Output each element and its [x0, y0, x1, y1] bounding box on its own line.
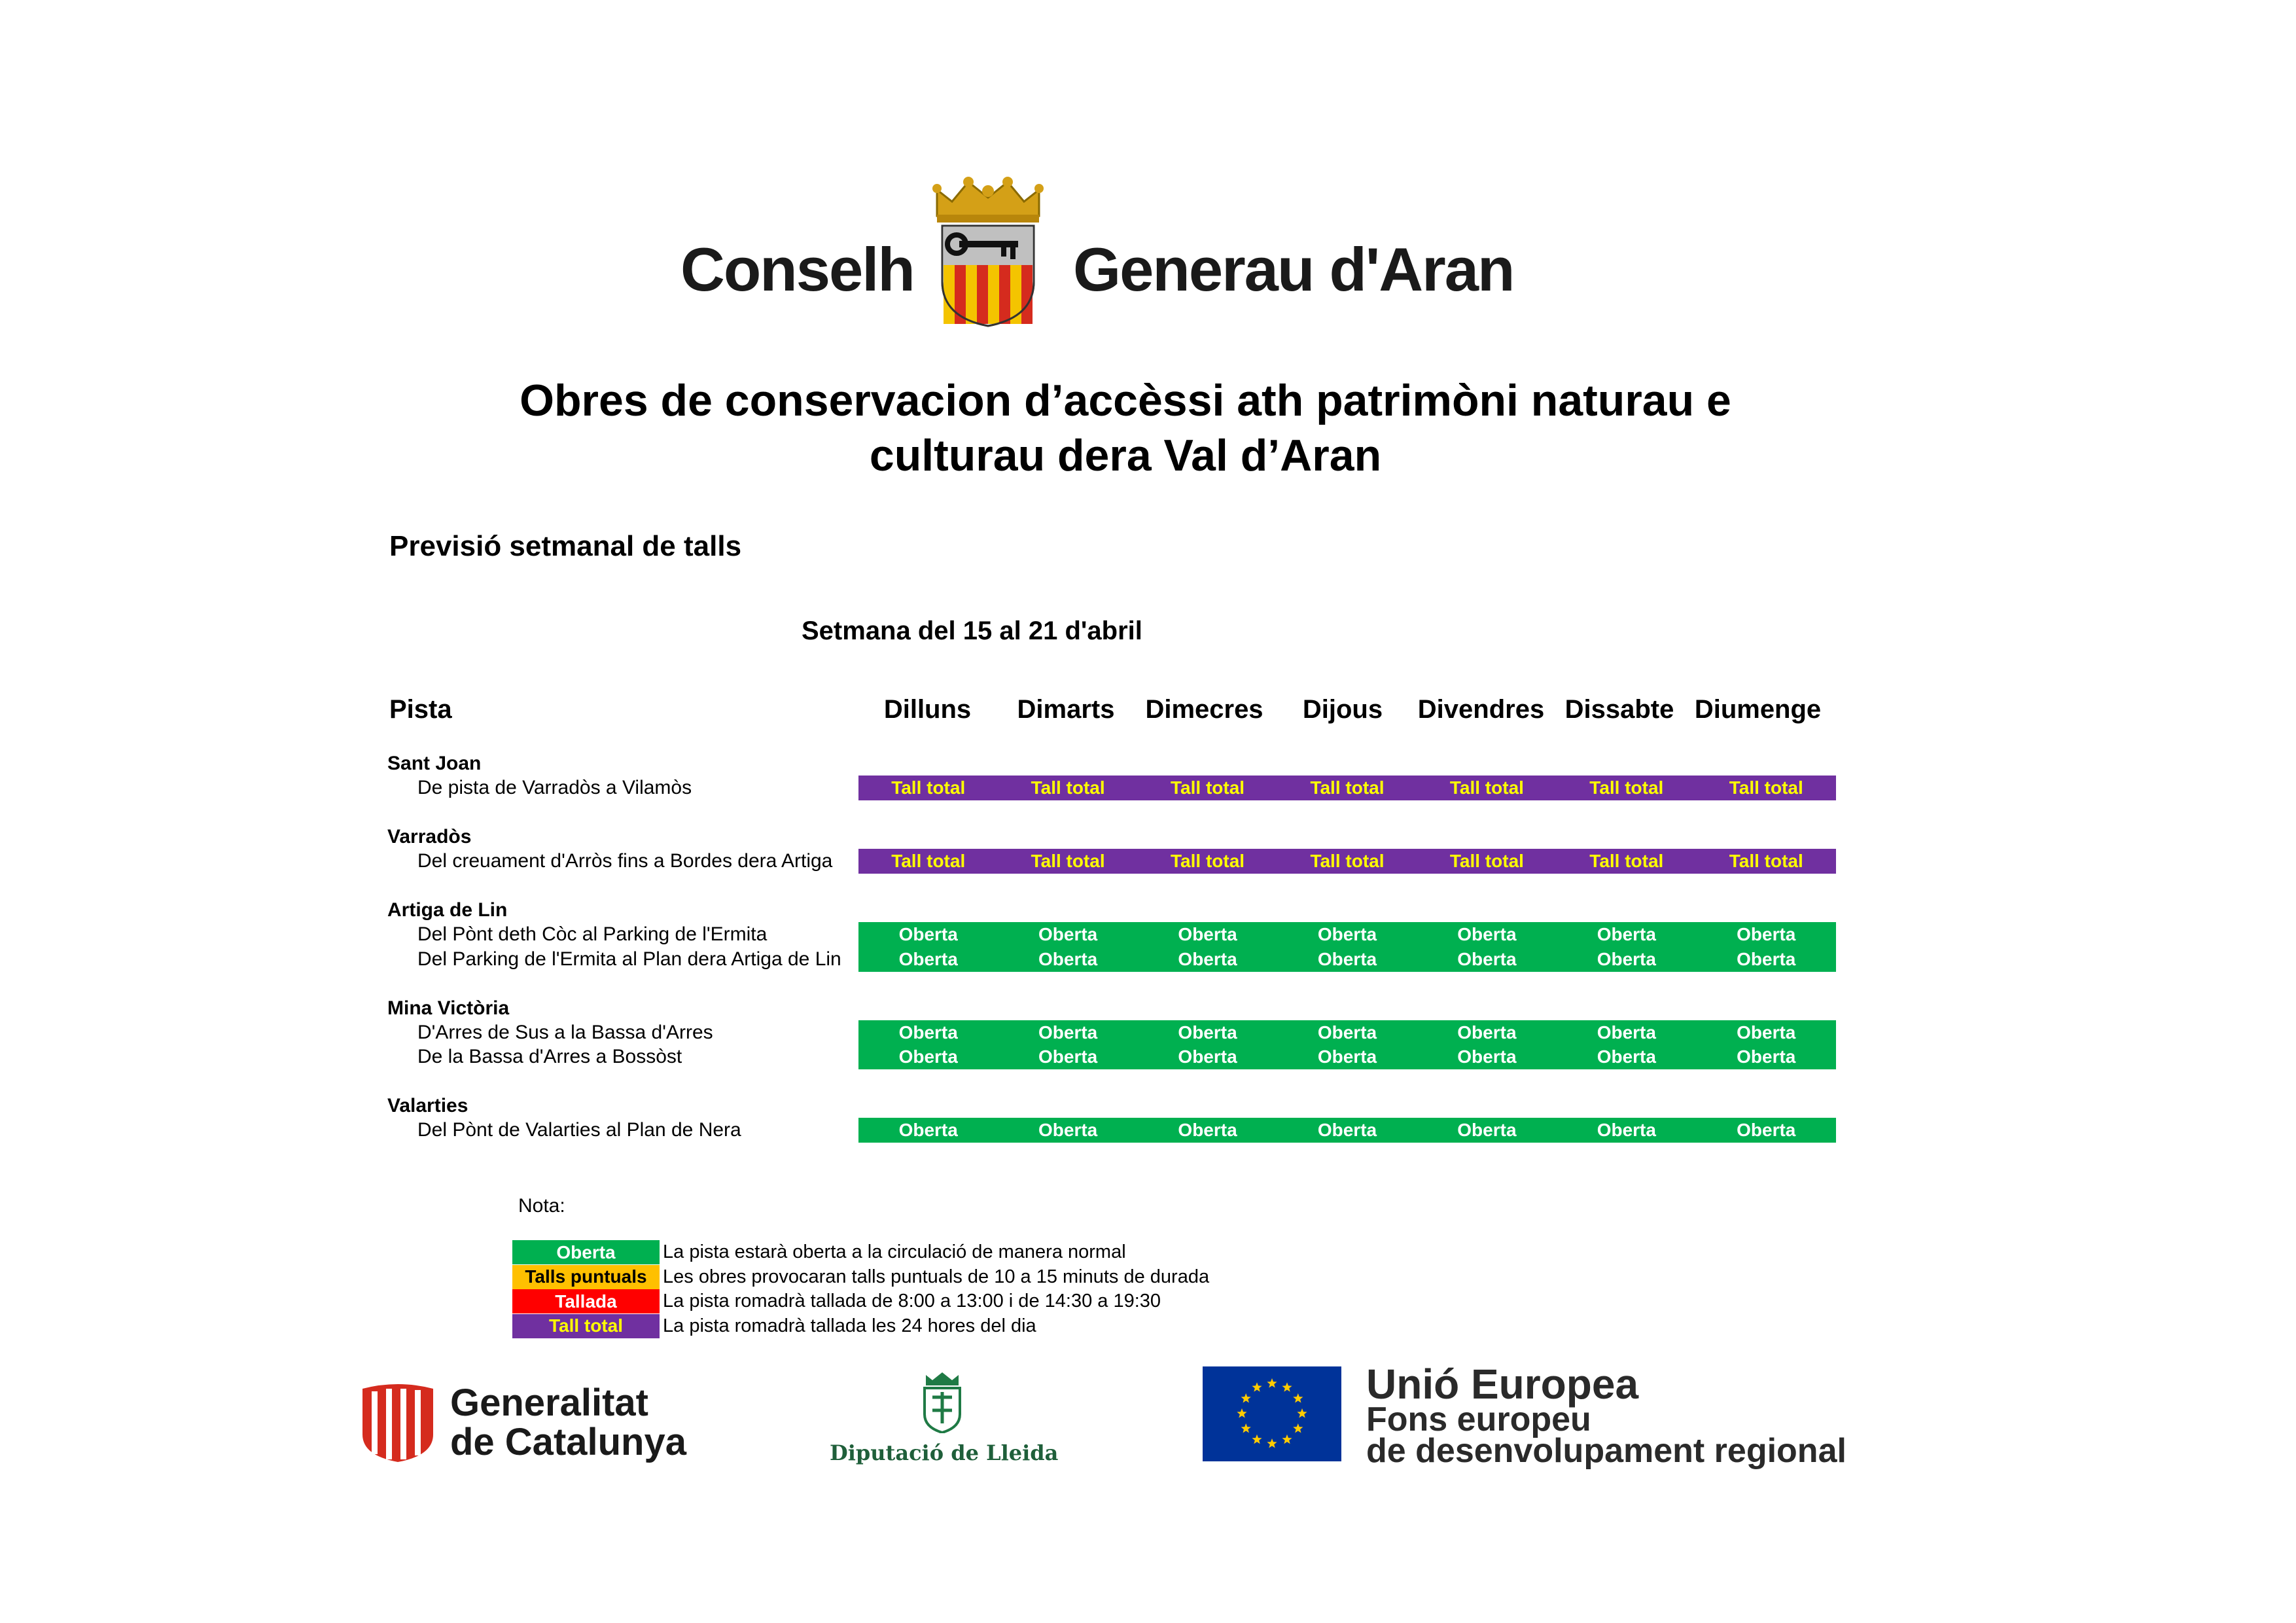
status-cell: Oberta — [1138, 1118, 1277, 1143]
status-cell: Oberta — [1277, 922, 1417, 947]
status-cell: Oberta — [998, 1020, 1137, 1045]
road-name: De la Bassa d'Arres a Bossòst — [417, 1046, 682, 1067]
status-cell: Tall total — [858, 849, 998, 874]
generalitat-line-2: de Catalunya — [450, 1421, 686, 1463]
status-row — [858, 849, 1836, 874]
day-header: Dimarts — [1017, 695, 1115, 724]
status-row — [858, 922, 1836, 947]
status-cell: Oberta — [1417, 1020, 1557, 1045]
status-cell: Oberta — [858, 922, 998, 947]
status-cell: Oberta — [1557, 922, 1696, 947]
status-cell: Tall total — [1277, 849, 1417, 874]
status-cell: Oberta — [858, 1118, 998, 1143]
status-cell: Tall total — [998, 849, 1137, 874]
legend-label: Nota: — [518, 1195, 565, 1217]
eu-line-1: Unió Europea — [1366, 1361, 1639, 1408]
status-cell: Oberta — [1697, 1020, 1836, 1045]
week-label: Setmana del 15 al 21 d'abril — [802, 616, 1142, 645]
status-row — [858, 776, 1836, 800]
subtitle: Previsió setmanal de talls — [389, 530, 742, 562]
logo-word-left: Conselh — [680, 235, 914, 304]
document-title — [366, 373, 1884, 483]
diputacio-text: Diputació de Lleida — [830, 1440, 1059, 1465]
status-row — [858, 1044, 1836, 1069]
day-header: Dijous — [1302, 695, 1383, 724]
status-cell: Tall total — [998, 776, 1137, 800]
status-cell: Oberta — [1697, 1044, 1836, 1069]
day-header: Diumenge — [1694, 695, 1822, 724]
group-name: Artiga de Lin — [387, 899, 508, 921]
status-cell: Oberta — [1417, 1044, 1557, 1069]
status-cell: Oberta — [998, 922, 1137, 947]
conselh-generau-logo — [680, 177, 1538, 327]
status-cell: Oberta — [1697, 947, 1836, 972]
legend-description: Les obres provocaran talls puntuals de 10 a 15 minuts de durada — [663, 1266, 1210, 1287]
status-cell: Oberta — [998, 1118, 1137, 1143]
legend-description: La pista romadrà tallada les 24 hores del dia — [663, 1315, 1036, 1336]
day-header: Divendres — [1417, 695, 1545, 724]
status-cell: Tall total — [1277, 776, 1417, 800]
status-cell: Oberta — [998, 947, 1137, 972]
title-line-2: culturau dera Val d’Aran — [869, 431, 1382, 480]
status-row — [858, 947, 1836, 972]
legend-chip: Talls puntuals — [512, 1265, 660, 1289]
legend-chip: Tallada — [512, 1289, 660, 1313]
day-header: Dimecres — [1145, 695, 1263, 724]
status-cell: Oberta — [1277, 1118, 1417, 1143]
day-header: Dissabte — [1564, 695, 1674, 724]
status-cell: Tall total — [1417, 849, 1557, 874]
diputacio-emblem-icon — [919, 1371, 965, 1433]
generalitat-text — [450, 1383, 686, 1462]
status-cell: Oberta — [1417, 947, 1557, 972]
legend-chip: Oberta — [512, 1240, 660, 1264]
status-cell: Oberta — [1697, 1118, 1836, 1143]
status-cell: Oberta — [1697, 922, 1836, 947]
legend-description: La pista romadrà tallada de 8:00 a 13:00 i de 14:30 a 19:30 — [663, 1291, 1161, 1311]
status-cell: Tall total — [1557, 776, 1696, 800]
road-name: De pista de Varradòs a Vilamòs — [417, 777, 692, 798]
status-cell: Oberta — [1277, 1020, 1417, 1045]
eu-text — [1366, 1361, 1846, 1470]
group-name: Sant Joan — [387, 753, 482, 774]
status-cell: Oberta — [1277, 1044, 1417, 1069]
status-row — [858, 1020, 1836, 1045]
status-cell: Oberta — [1417, 1118, 1557, 1143]
road-name: Del Parking de l'Ermita al Plan dera Artiga de Lin — [417, 948, 841, 970]
status-cell: Tall total — [858, 776, 998, 800]
status-cell: Oberta — [1557, 1118, 1696, 1143]
logo-word-right: Generau d'Aran — [1073, 235, 1514, 304]
legend-chip: Tall total — [512, 1314, 660, 1338]
group-name: Mina Victòria — [387, 997, 510, 1019]
eu-line-3: de desenvolupament regional — [1366, 1432, 1846, 1470]
status-cell: Tall total — [1697, 776, 1836, 800]
eu-flag-icon — [1203, 1366, 1341, 1461]
generalitat-emblem-icon — [359, 1382, 437, 1463]
status-cell: Oberta — [1557, 947, 1696, 972]
aran-shield-icon — [923, 177, 1053, 327]
legend-description: La pista estarà oberta a la circulació de manera normal — [663, 1241, 1126, 1262]
road-name: Del Pònt deth Còc al Parking de l'Ermita — [417, 923, 768, 945]
diputacio-logo — [824, 1371, 1060, 1469]
status-cell: Tall total — [1138, 776, 1277, 800]
status-cell: Oberta — [1138, 1044, 1277, 1069]
eu-logo — [1203, 1361, 1909, 1470]
generalitat-logo — [359, 1380, 725, 1465]
status-cell: Oberta — [1557, 1020, 1696, 1045]
day-header: Dilluns — [883, 695, 972, 724]
status-cell: Oberta — [1138, 922, 1277, 947]
road-name: Del creuament d'Arròs fins a Bordes dera Artiga — [417, 850, 833, 872]
eu-line-2: Fons europeu — [1366, 1400, 1591, 1438]
status-cell: Oberta — [1417, 922, 1557, 947]
group-name: Varradòs — [387, 826, 472, 847]
title-line-1: Obres de conservacion d’accèssi ath patrimòni naturau e — [520, 376, 1731, 425]
generalitat-line-1: Generalitat — [450, 1382, 648, 1424]
status-cell: Oberta — [1138, 947, 1277, 972]
status-cell: Tall total — [1697, 849, 1836, 874]
status-cell: Tall total — [1138, 849, 1277, 874]
road-name: Del Pònt de Valarties al Plan de Nera — [417, 1119, 741, 1141]
status-cell: Oberta — [998, 1044, 1137, 1069]
road-name: D'Arres de Sus a la Bassa d'Arres — [417, 1021, 713, 1043]
status-row — [858, 1118, 1836, 1143]
status-cell: Oberta — [1277, 947, 1417, 972]
status-cell: Oberta — [858, 947, 998, 972]
status-cell: Oberta — [1138, 1020, 1277, 1045]
status-cell: Oberta — [1557, 1044, 1696, 1069]
pista-column-header: Pista — [389, 695, 452, 724]
status-cell: Tall total — [1557, 849, 1696, 874]
status-cell: Oberta — [858, 1044, 998, 1069]
group-name: Valarties — [387, 1095, 468, 1116]
status-cell: Tall total — [1417, 776, 1557, 800]
status-cell: Oberta — [858, 1020, 998, 1045]
